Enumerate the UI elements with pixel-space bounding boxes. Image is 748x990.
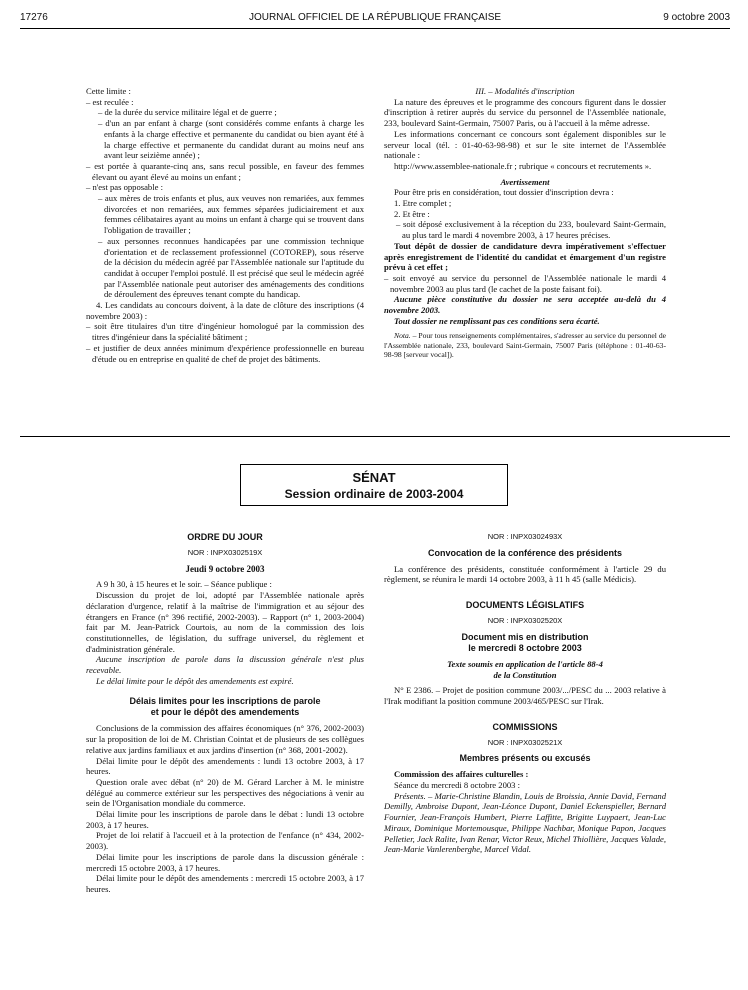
paragraph: – de la durée du service militaire légal et de guerre ; [98,107,277,118]
texte-soumis-title-line-2: de la Constitution [493,669,557,680]
header-rule [20,28,730,29]
bold-paragraph: Tout dépôt de dossier de candidature devra impérativement s'effectuer après enregistrement de l'identité du candidat et émargement d'un registre prévu à cet effet ; [384,240,666,273]
document-mis-title-line-2: le mercredi 8 octobre 2003 [468,642,582,653]
senat-title: SÉNAT [352,470,396,485]
delais-title-line-2: et pour le dépôt des amendements [150,707,300,718]
paragraph: Pour être pris en considération, tout dossier d'inscription devra : [394,187,614,198]
paragraph: Cette limite : [86,86,131,96]
paragraph: Projet de loi relatif à l'accueil et à la protection de l'enfance (n° 434, 2002-2003). [86,830,364,852]
paragraph: – soit être titulaires d'un titre d'ingénieur homologué par la commission des titres d'ingénieur dans la spécialité bâtiment ; [86,321,364,343]
paragraph: 4. Les candidats au concours doivent, à la date de clôture des inscriptions (4 novembre 2003) : [86,300,364,321]
date-title: Jeudi 9 octobre 2003 [185,563,265,574]
left-column-bottom [86,532,364,895]
page-number: 17276 [20,12,48,23]
paragraph: La nature des épreuves et le programme des concours figurent dans le dossier d'inscription à retirer auprès du service du personnel de l'Assemblée nationale, 233, boulevard Saint-Germain, 75007 Paris, ou à l'accueil à la même adresse. [384,96,666,129]
section-title-modalites: III. – Modalités d'inscription [475,86,575,96]
left-column-top [86,86,364,364]
page-header [20,12,730,28]
paragraph: – aux personnes reconnues handicapées par une commission technique d'orientation et de reclassement professionnel (COTOREP), sous réserve de la décision du médecin agréé par l'Assemblée nationale sur l'aptitude du candidat à occuper l'emploi postulé. Il est précisé que seul le médecin agréé par l'Assemblée nationale peut autoriser des aménagements des conditions de déroulement des épreuves tenant compte du handicap. [98,235,364,300]
paragraph: Le délai limite pour le dépôt des amendements est expiré. [96,675,294,686]
delais-title: Délais limites pour les inscriptions de parole [129,696,321,707]
nor-reference: NOR : INPX0302493X [487,532,563,541]
paragraph: La conférence des présidents, constituée conformément à l'article 29 du règlement, se réunira le mardi 14 octobre 2003, à 11 h 45 (salle Médicis). [384,563,666,585]
paragraph: N° E 2386. – Projet de position commune 2003/.../PESC du ... 2003 relative à l'Irak modifiant la position commune 2003/465/PESC sur l'Irak. [384,685,666,706]
nor-reference: NOR : INPX0302520X [487,616,563,626]
convocation-title: Convocation de la conférence des présidents [427,547,623,558]
seance-line: A 9 h 30, à 15 heures et le soir. – Séance publique : [96,579,272,590]
commission-name: Commission des affaires culturelles : [394,769,529,780]
right-column-top [384,86,666,360]
paragraph: Délai limite pour le dépôt des amendements : mercredi 15 octobre 2003, à 17 heures. [86,873,364,894]
commissions-title: COMMISSIONS [492,721,558,732]
paragraph: – et justifier de deux années minimum d'expérience professionnelle en bureau d'étude ou en entreprise en qualité de chef de projet des bâtiments. [86,342,364,364]
list-item: 2. Et être : [394,208,430,219]
senat-title-box [240,464,508,506]
paragraph: Question orale avec débat (n° 20) de M. Gérard Larcher à M. le ministre délégué au commerce extérieur sur les perspectives des négociations à venir au sein de l'Organisation mondiale du commerce. [86,776,364,809]
paragraph: Délai limite pour les inscriptions de parole dans la discussion générale : mercredi 15 octobre 2003, à 17 heures. [86,851,364,873]
documents-legislatifs-title: DOCUMENTS LÉGISLATIFS [465,600,585,611]
right-column-bottom [384,532,666,855]
nor-reference: NOR : INPX0302521X [487,737,563,747]
nor-reference: NOR : INPX0302519X [187,548,263,557]
avertissement-title: Avertissement [500,176,550,187]
nota-label: Nota. [394,331,411,341]
nota-text: – Pour tous renseignements complémentaires, s'adresser au service du personnel de l'Assemblée nationale, 233, boulevard Saint-Germain, 75007 Paris (téléphone : 01-40-63-98-98 [serveur vocal]). [384,331,666,360]
paragraph: – d'un an par enfant à charge (sont considérés comme enfants à charge les enfants à la charge effective et permanente du candidat ou bien ayant été à la charge effective et permanente du candidat durant au moins neuf ans avant leur seizième année) ; [98,118,364,161]
nota-paragraph [384,331,666,359]
list-item: – soit envoyé au service du personnel de l'Assemblée nationale le mardi 4 novembre 2003 au plus tard (le cachet de la poste faisant foi). [384,272,666,294]
bold-italic-paragraph: Aucune pièce constitutive du dossier ne sera acceptée au-delà du 4 novembre 2003. [384,294,666,316]
texte-soumis-title: Texte soumis en application de l'article 88-4 [447,658,603,669]
list-item: – soit déposé exclusivement à la réception du 233, boulevard Saint-Germain, au plus tard le mardi 4 novembre 2003, à 17 heures précises. [396,219,666,241]
bold-italic-paragraph: Tout dossier ne remplissant pas ces conditions sera écarté. [394,315,600,326]
presents-list: Présents. – Marie-Christine Blandin, Louis de Broissia, Annie David, Fernand Demilly, Ambroise Dupont, Jean-Léonce Dupont, Daniel Eckenspieller, Bernard Fournier, Jean-François Humbert, Pierre Laffitte, Brigitte Luypaert, Jean-Luc Miraux, Dominique Mortemousque, Philippe Nachbar, Monique Papon, Jacques Pelletier, Jack Ralite, Ivan Renar, Victor Reux, Michel Thiollière, Jacques Valade, Jean-Marie Vanlerenberghe, Marcel Vidal. [384,790,666,855]
seance-date: Séance du mercredi 8 octobre 2003 : [394,780,520,791]
paragraph: – n'est pas opposable : [86,182,163,193]
section-rule [20,436,730,437]
paragraph: – est portée à quarante-cinq ans, sans recul possible, en faveur des femmes élevant ou ayant élevé au moins un enfant ; [86,160,364,182]
membres-title: Membres présents ou excusés [459,753,591,764]
list-item: 1. Etre complet ; [394,198,452,209]
paragraph: – aux mères de trois enfants et plus, aux veuves non remariées, aux femmes divorcées et non remariées, aux femmes séparées judiciairement et aux femmes célibataires ayant au moins un enfant à charge qui se trouvent dans l'obligation de travailler ; [98,193,364,236]
paragraph: Aucune inscription de parole dans la discussion générale n'est plus recevable. [86,654,364,676]
website-link[interactable]: http://www.assemblee-nationale.fr ; rubrique « concours et recrutements ». [394,160,652,171]
paragraph: Les informations concernant ce concours sont également disponibles sur le serveur local (tél. : 01-40-63-98-98) et sur le site internet de l'Assemblée nationale : [384,128,666,161]
paragraph: Délai limite pour le dépôt des amendements : lundi 13 octobre 2003, à 17 heures. [86,755,364,777]
paragraph: Délai limite pour les inscriptions de parole dans le débat : lundi 13 octobre 2003, à 17 heures. [86,809,364,830]
paragraph: Discussion du projet de loi, adopté par l'Assemblée nationale après déclaration d'urgence, relatif à la maîtrise de l'immigration et au séjour des étrangers en France (n° 396 rectifié, 2002-2003). – Rapport (n° 1, 2003-2004) fait par M. Jean-Patrick Courtois, au nom de la commission des lois constitutionnelles, de législation, du suffrage universel, du règlement et d'administration générale. [86,590,364,654]
document-mis-title: Document mis en distribution [461,631,589,642]
senat-subtitle: Session ordinaire de 2003-2004 [284,487,464,501]
paragraph: Conclusions de la commission des affaires économiques (n° 376, 2002-2003) sur la proposition de loi de M. Christian Cointat et de plusieurs de ses collègues relative aux jardins familiaux et aux jardins d'insertion (n° 368, 2001-2002). [86,723,364,755]
issue-date: 9 octobre 2003 [663,12,730,23]
journal-title: JOURNAL OFFICIEL DE LA RÉPUBLIQUE FRANÇAISE [248,12,502,23]
ordre-du-jour-title: ORDRE DU JOUR [187,532,263,542]
paragraph: – est reculée : [86,96,134,107]
